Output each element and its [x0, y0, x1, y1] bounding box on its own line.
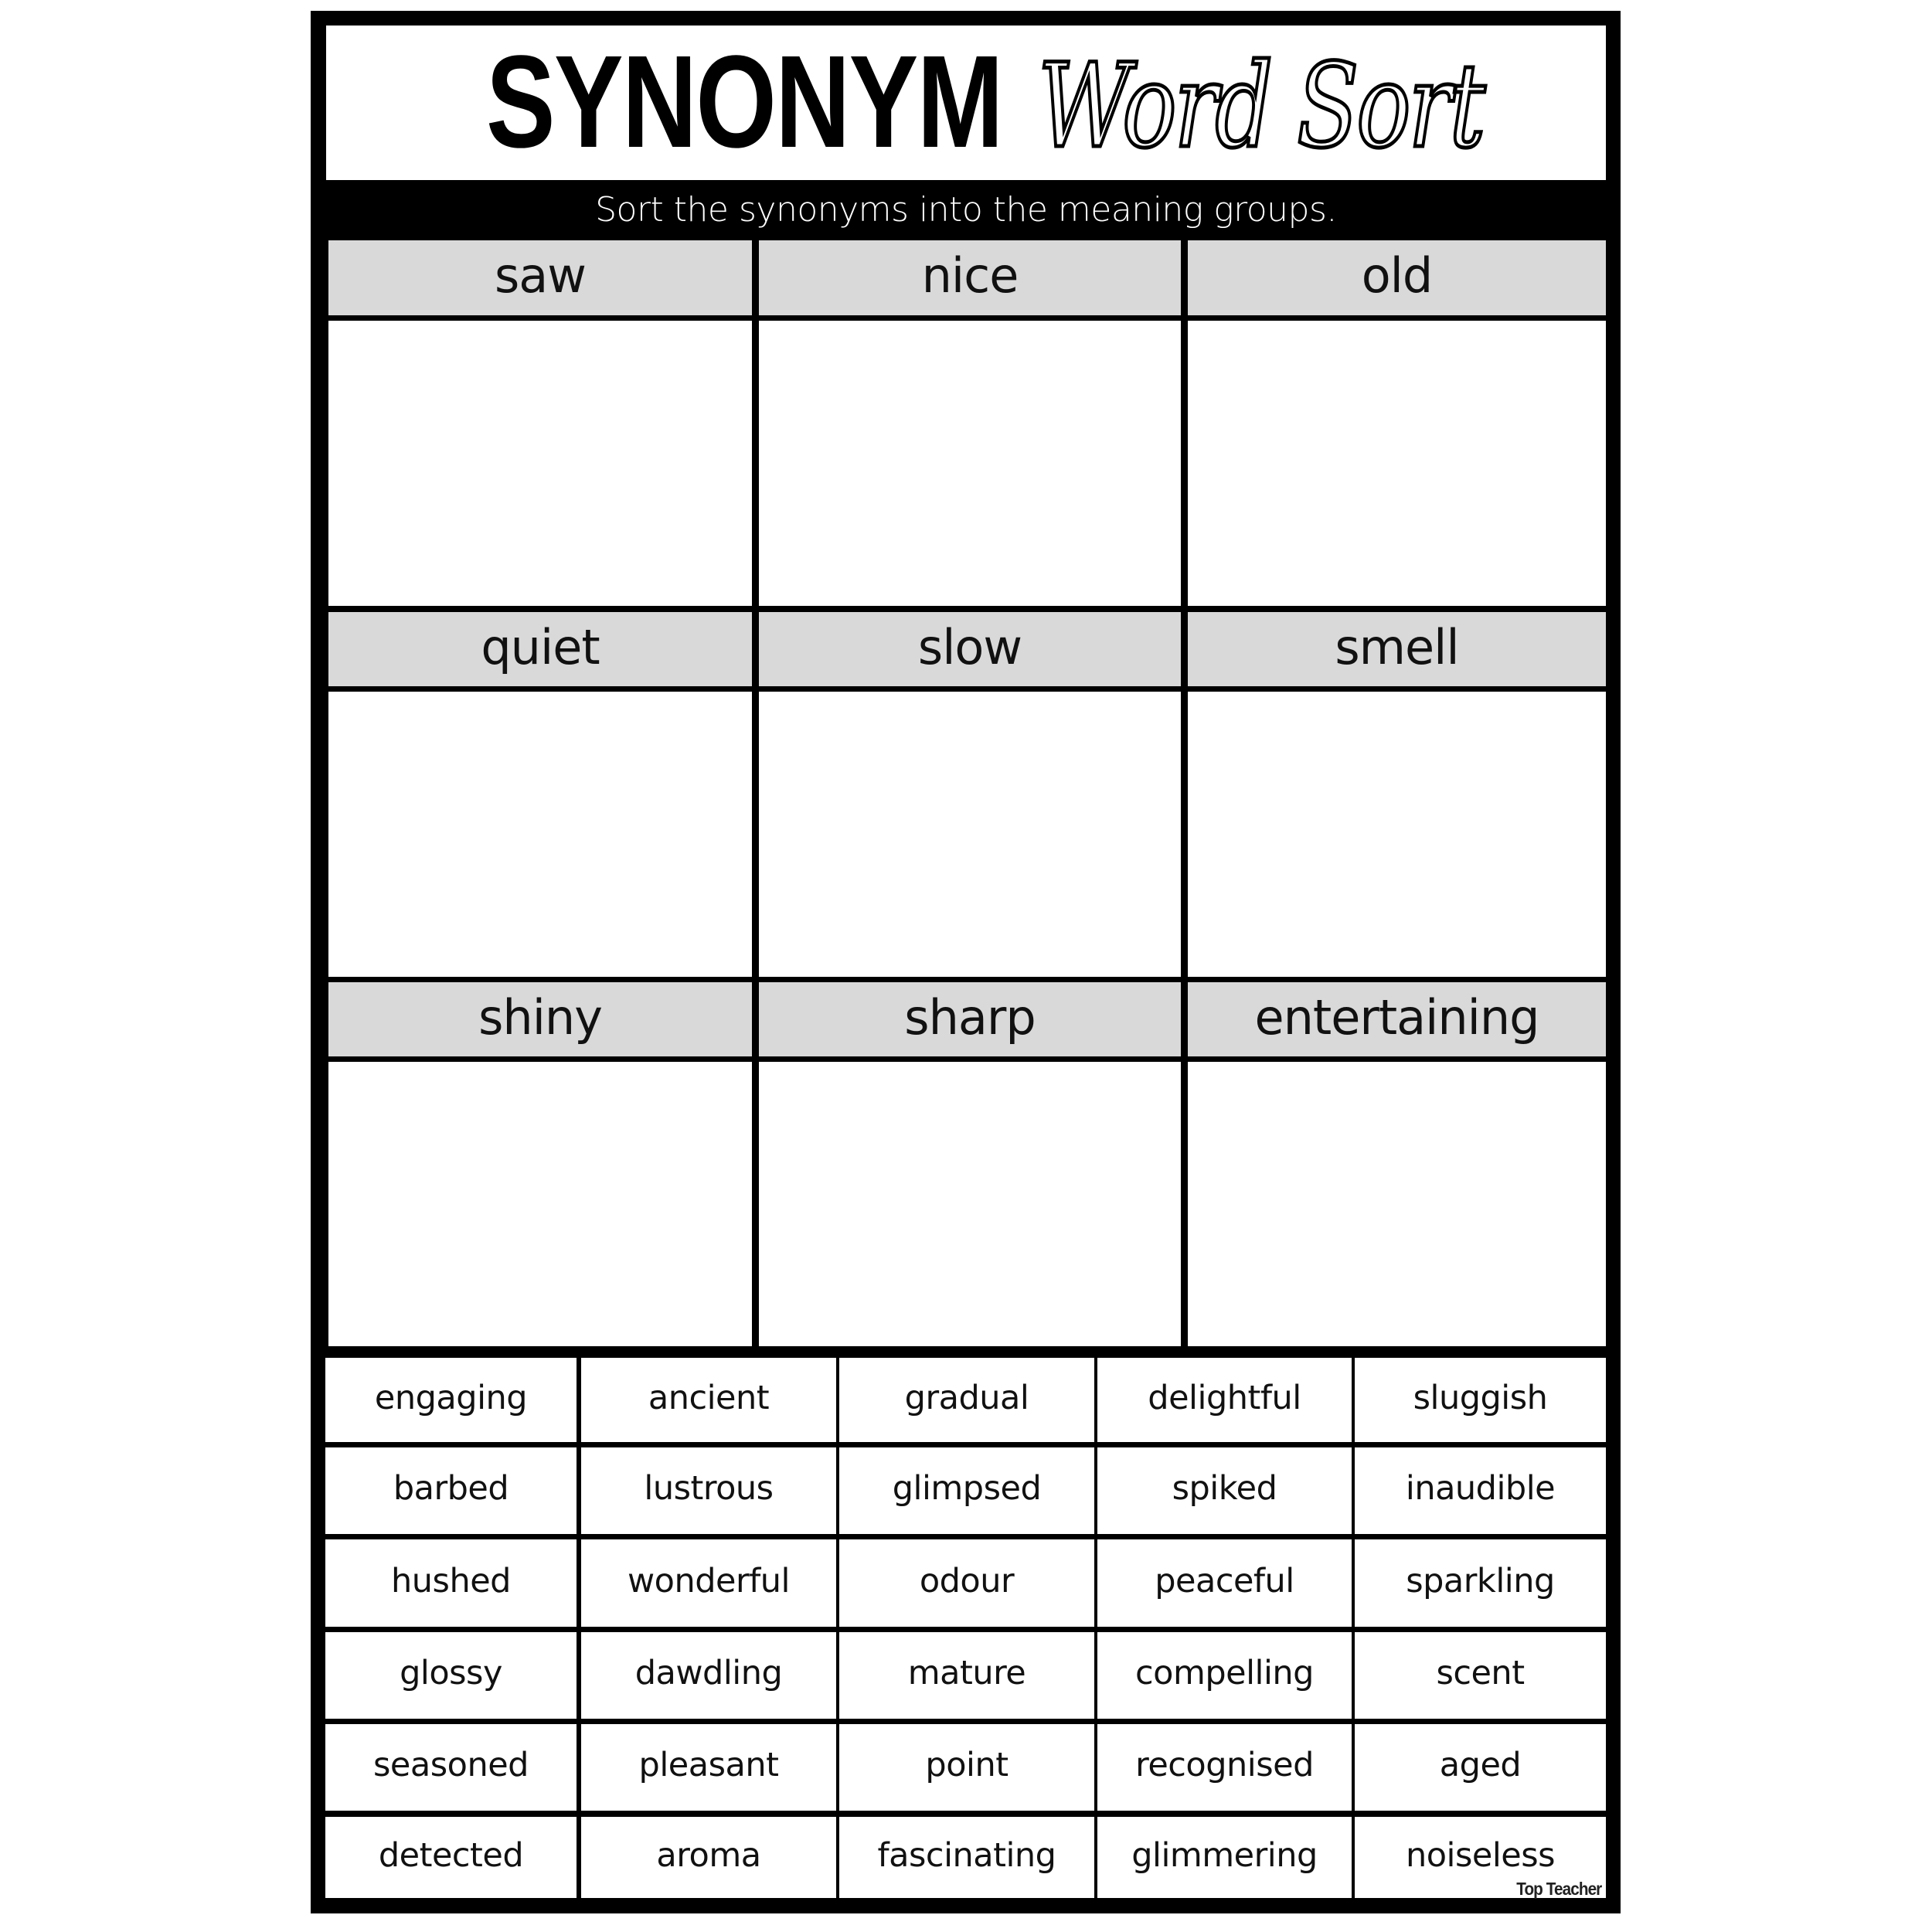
word-card-label: odour — [919, 1561, 1015, 1600]
word-card-label: glimmering — [1131, 1835, 1318, 1875]
word-card-label: sluggish — [1413, 1378, 1548, 1417]
word-card[interactable] — [581, 1724, 836, 1811]
top-teacher-logo: Top Teacher — [1515, 1879, 1601, 1899]
category-header: entertaining — [1188, 982, 1606, 1056]
word-card-label: barbed — [393, 1469, 509, 1508]
word-card[interactable] — [839, 1447, 1094, 1534]
category-drop-zone[interactable] — [328, 1062, 752, 1346]
category-header: quiet — [328, 612, 752, 686]
word-card-label: point — [925, 1746, 1009, 1784]
category-drop-zone[interactable] — [759, 692, 1181, 977]
word-card-label: engaging — [374, 1378, 528, 1417]
word-card-label: recognised — [1135, 1746, 1314, 1784]
category-header: old — [1188, 240, 1606, 315]
word-card[interactable] — [581, 1817, 836, 1898]
category-drop-zone[interactable] — [1188, 1062, 1606, 1346]
word-card[interactable] — [839, 1539, 1094, 1627]
word-card[interactable] — [1355, 1539, 1606, 1627]
word-card[interactable] — [1097, 1539, 1352, 1627]
word-card-label: detected — [378, 1835, 524, 1875]
word-card[interactable] — [1097, 1632, 1352, 1719]
word-card[interactable] — [325, 1817, 577, 1898]
word-card[interactable] — [839, 1632, 1094, 1719]
category-header: slow — [759, 612, 1181, 686]
word-card-label: gradual — [904, 1378, 1029, 1417]
word-card[interactable] — [1097, 1358, 1352, 1442]
word-card-label: mature — [907, 1654, 1026, 1692]
category-header: smell — [1188, 612, 1606, 686]
instructions-bar: Sort the synonyms into the meaning groups. — [595, 190, 1337, 230]
category-header: nice — [759, 240, 1181, 315]
word-card-label: sparkling — [1406, 1561, 1555, 1600]
word-card-label: spiked — [1172, 1469, 1277, 1508]
word-card[interactable] — [1355, 1724, 1606, 1811]
word-card[interactable] — [581, 1358, 836, 1442]
word-card-label: scent — [1436, 1654, 1525, 1692]
category-drop-zone[interactable] — [1188, 321, 1606, 606]
word-card-label: glimpsed — [892, 1469, 1042, 1508]
word-card-label: fascinating — [877, 1835, 1056, 1875]
word-card[interactable] — [325, 1358, 577, 1442]
word-card[interactable] — [581, 1539, 836, 1627]
word-card-label: delightful — [1148, 1378, 1301, 1417]
word-card-label: aroma — [656, 1835, 761, 1875]
word-card-label: aged — [1439, 1746, 1522, 1784]
word-card-label: seasoned — [373, 1746, 529, 1784]
word-card[interactable] — [581, 1632, 836, 1719]
word-card[interactable] — [1355, 1632, 1606, 1719]
word-card[interactable] — [1097, 1817, 1352, 1898]
word-card-label: noiseless — [1405, 1835, 1556, 1875]
category-header: sharp — [759, 982, 1181, 1056]
word-card[interactable] — [325, 1447, 577, 1534]
word-card[interactable] — [1355, 1447, 1606, 1534]
word-card[interactable] — [325, 1539, 577, 1627]
title-script-text: Word Sort — [1038, 39, 1484, 174]
word-card-label: glossy — [400, 1654, 502, 1692]
word-card-label: inaudible — [1405, 1469, 1556, 1508]
word-card[interactable] — [325, 1632, 577, 1719]
category-header: saw — [328, 240, 752, 315]
word-card-label: hushed — [391, 1561, 511, 1600]
category-drop-zone[interactable] — [328, 321, 752, 606]
word-card-label: pleasant — [638, 1746, 779, 1784]
word-card-label: wonderful — [628, 1561, 790, 1600]
word-card[interactable] — [1097, 1724, 1352, 1811]
word-card[interactable] — [839, 1724, 1094, 1811]
category-header: shiny — [328, 982, 752, 1056]
word-card-label: ancient — [648, 1378, 770, 1417]
category-drop-zone[interactable] — [328, 692, 752, 977]
word-card-label: lustrous — [644, 1469, 774, 1508]
word-card[interactable] — [581, 1447, 836, 1534]
word-card[interactable] — [1355, 1358, 1606, 1442]
word-card[interactable] — [839, 1817, 1094, 1898]
word-card[interactable] — [1097, 1447, 1352, 1534]
word-card[interactable] — [839, 1358, 1094, 1442]
title-bold-text: SYNONYM — [486, 29, 1002, 175]
word-card[interactable] — [325, 1724, 577, 1811]
category-drop-zone[interactable] — [1188, 692, 1606, 977]
title-banner — [326, 26, 1606, 180]
word-card-label: compelling — [1135, 1654, 1314, 1692]
word-card-label: dawdling — [634, 1654, 783, 1692]
category-drop-zone[interactable] — [759, 1062, 1181, 1346]
word-card[interactable] — [1355, 1817, 1606, 1898]
word-card-label: peaceful — [1155, 1561, 1294, 1600]
category-drop-zone[interactable] — [759, 321, 1181, 606]
